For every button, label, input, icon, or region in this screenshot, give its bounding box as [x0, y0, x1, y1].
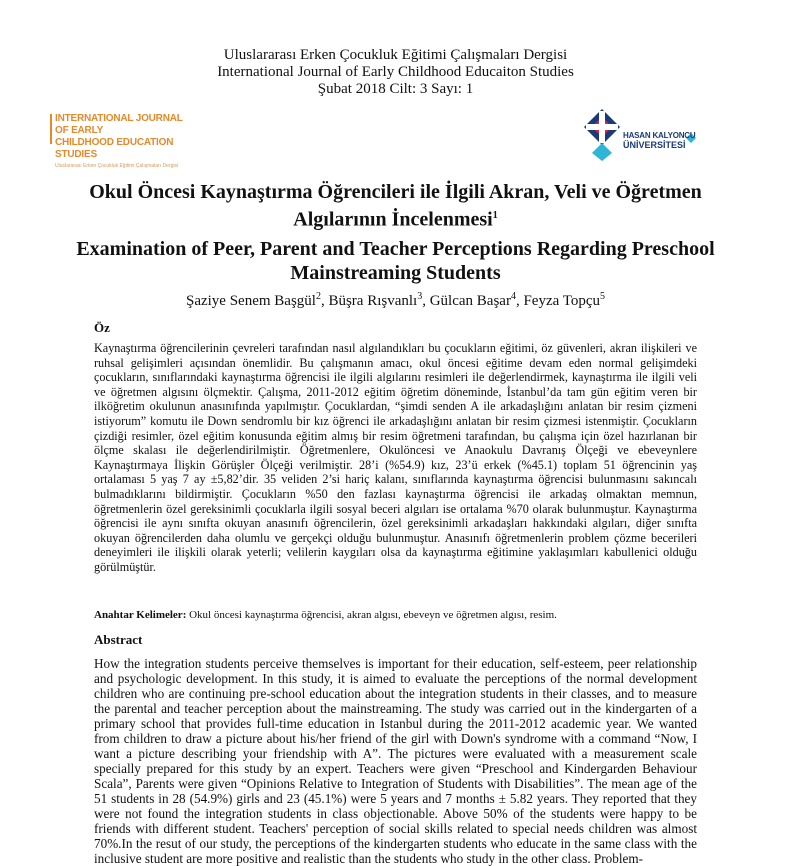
university-name-line1: HASAN KALYONCU [623, 131, 696, 140]
keywords [94, 609, 697, 621]
keywords-label: Anahtar Kelimeler: [94, 609, 187, 621]
keywords-text: Okul öncesi kaynaştırma öğrencisi, akran algısı, ebeveyn ve öğretmen algısı, resim. [186, 609, 557, 621]
title-turkish-text: Okul Öncesi Kaynaştırma Öğrencileri ile İlgili Akran, Veli ve Öğretmen Algılarının İncelenmesi [89, 181, 702, 231]
author-name: Büşra Rışvanlı [328, 293, 418, 309]
abstract-paragraph: How the integration students perceive themselves is important for their education, self-esteem, peer relationship and psychologic development. In this study, it is aimed to evaluate the perceptions of the normal development children who are continuing pre-school education about the integration students in their classes, and to measure the parental and teacher perception about the mainstreaming. The study was carried out in the kindergarten of a primary school that provides full-time education in Istanbul during the 2011-2012 academic year. We wanted from children to draw a picture about his/her friend of the girl with Down's syndrome with a command “Now, I want a picture describing your friendship with A”. The pictures were evaluated with a measurement scale specially prepared for this study by an expert. Teachers were given “Preschool and Kindergarden Behaviour Scala”, Parents were given “Opinions Relative to Integration of Students with Disabilities”. The mean age of the 51 students in 28 (54.9%) girls and 23 (45.1%) were 5 years and 7 months ± 5.82 years. They reported that they were not found the integration students in class objectionable. Above 50% of the students were happy to be friends with different student. Teachers' perception of social skills related to special needs children was almost 70%.In the resut of our study, the perceptions of the kindergarten students who educate in the same class with the inclusive student are more positive and realistic than the students who study in the other class. Problem- [94, 656, 697, 866]
journal-logo-line3: Uluslararası Erken Çocukluk Eğitimi Çalışmaları Dergisi [55, 163, 179, 169]
title-footnote-mark: 1 [492, 210, 498, 221]
abstract-heading: Abstract [94, 632, 143, 647]
oz-paragraph: Kaynaştırma öğrencilerinin çevreleri tarafından nasıl algılandıkları bu çocukların eğitimi, öz güvenleri, akran ilişkileri ve ruhsal gelişimleri açısından önemlidir. Bu çalışmanın amacı, okul öncesi eğitime devam eden normal gelişimdeki çocukların, sınıflarındaki kaynaştırma öğrencisi ile ilgili algılarını resimleri ile değerlendirmek, kaynaştırma ile ilgili veli ve öğretmen algısını ölçmektir. Çalışma, 2011-2012 eğitim öğretim döneminde, İstanbul’da tam gün eğitim veren bir ilköğretim okulunun anasınıfında yapılmıştır. Çocuklardan, “şimdi senden A ile arkadaşlığını anlatan bir resim çizmeni istiyorum” komutu ile Down sendromlu bir kız öğrenci ile arkadaşlığını anlatan bir resim çizmesi istenmiştir. Çocukların çizdiği resimler, özel eğitim konusunda eğitim almış bir resim öğretmeni tarafından, bu çalışma için özel hazırlanan bir ölçme skalası ile değerlendirilmiştir. Öğretmenlere, Okulöncesi ve Anaokulu Davranış Ölçeği ve ebeveynlere Kaynaştırmaya İlişkin Görüşler Ölçeği verilmiştir. 28’i (%54.9) kız, 23’ü erkek (%45.1) toplam 51 öğrencinin yaş ortalaması 5 yaş 7 ay ±5,82’dir. 35 veliden 2’si hariç kalanı, sınıflarında kaynaştırma öğrencisi bulunmasını sakıncalı bulmadıklarını bildirmiştir. Çocukların %50 den fazlası kaynaştırma öğrencisi ile arkadaş olmaktan memnun, öğretmenlerin özel gereksinimli çocuklarla ilgili sosyal beceri algıları ise ortalama %70 olarak bulunmuştur. Kaynaştırma öğrencisi ile aynı sınıfta okuyan anasınıfı öğrencilerin, özel gereksinimli arkadaşları hakkındaki algıları, diğer sınıfta okuyan öğrencilerden daha olumlu ve gerçekçi olduğu bulunmuştur. Anasınıfı öğretmenlerin problem çözme becerileri deneyimleri ile ilişkili olarak yeterli; velilerin kaygıları olsa da kaynaştırma eğitimine yaklaşımları kabullenici olduğu görülmüştür. [94, 341, 697, 574]
oz-heading: Öz [94, 320, 110, 335]
journal-name-tr: Uluslararası Erken Çocukluk Eğitimi Çalışmaları Dergisi [223, 47, 568, 63]
author-footnote-mark: 3 [417, 291, 423, 302]
author-name: Feyza Topçu [523, 293, 601, 309]
journal-name-en: International Journal of Early Childhood Educaiton Studies [217, 64, 574, 80]
university-name-line2: ÜNİVERSİTESİ [623, 140, 686, 150]
journal-logo [50, 113, 190, 169]
author-name: Şaziye Senem Başgül [185, 293, 316, 309]
author-list: Şaziye Senem Başgül$^2$, Büşra Rışvanlı$^3$, Gülcan Başar$^4$, Feyza Topçu$^5$ [185, 291, 606, 309]
university-emblem-icon [582, 107, 622, 163]
journal-logo-line2: CHILDHOOD EDUCATION STUDIES [55, 137, 174, 160]
author-footnote-mark: 4 [510, 291, 516, 302]
journal-issue: Şubat 2018 Cilt: 3 Sayı: 1 [317, 81, 474, 97]
university-logo [582, 107, 700, 163]
journal-logo-line1: INTERNATIONAL JOURNAL OF EARLY [55, 113, 183, 136]
author-footnote-mark: 2 [315, 291, 321, 302]
author-name: Gülcan Başar [429, 293, 511, 309]
journal-header [0, 47, 791, 98]
title-turkish [60, 180, 731, 232]
author-footnote-mark: 5 [600, 291, 606, 302]
title-english: Examination of Peer, Parent and Teacher Perceptions Regarding Preschool Mainstreaming Students [76, 238, 715, 284]
